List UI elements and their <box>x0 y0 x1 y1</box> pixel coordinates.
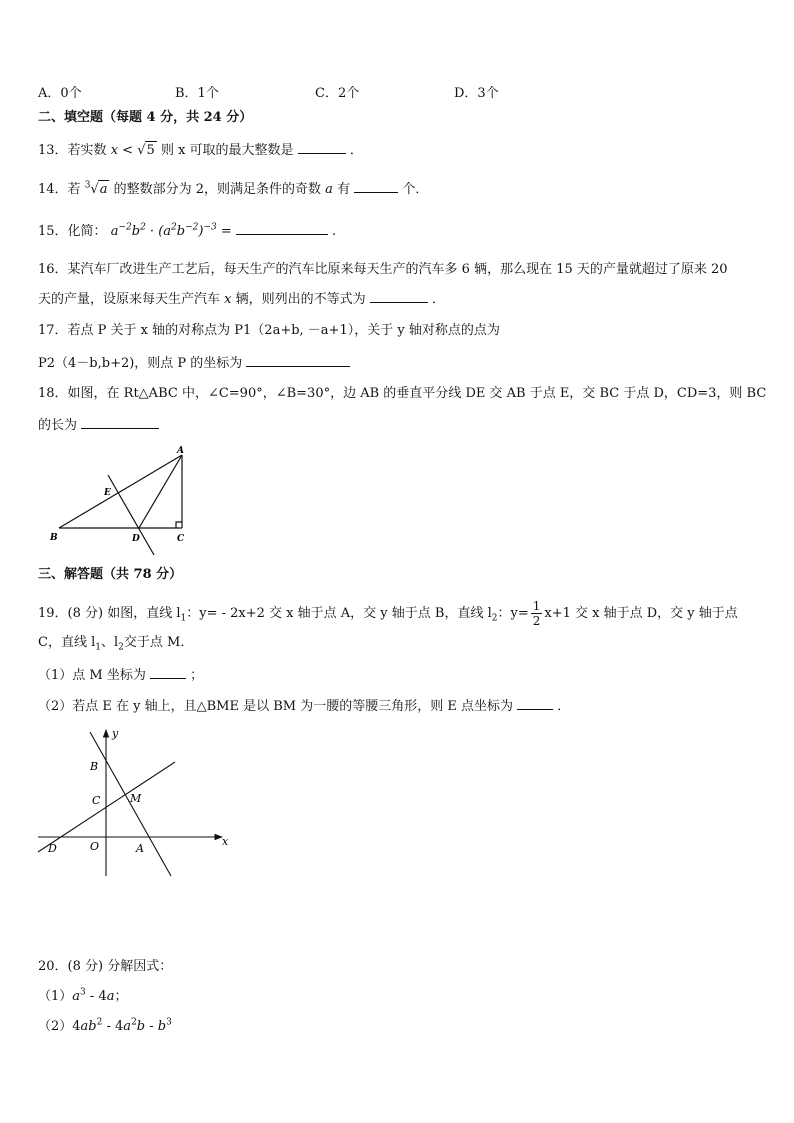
q19-text-6: 交于点 M． <box>123 635 194 650</box>
q19-text-3: ：y= <box>497 606 529 621</box>
q20-exp-1: 2 <box>96 1017 103 1028</box>
q13-end: ． <box>349 143 363 158</box>
q19-sub: 1 <box>180 613 187 624</box>
segment-ab <box>59 455 182 528</box>
answer-blank <box>370 290 428 303</box>
label-c: C <box>177 534 185 544</box>
q20-var-2: a <box>106 989 115 1004</box>
q14-text-2: 有 <box>337 182 351 197</box>
q20-var-a: a <box>123 1019 132 1034</box>
q20-exp-3: 3 <box>166 1017 172 1028</box>
question-16-line-1: 16．某汽车厂改进生产工艺后，每天生产的汽车比原来每天生产的汽车多 6 辆，那么现在 15 天的产量就超过了原来 20 <box>38 262 728 277</box>
q19-text-5: C，直线 l <box>38 635 96 650</box>
option-c: C．2个 <box>315 86 360 101</box>
label-x: x <box>222 835 229 848</box>
q19-text: 19．(8 分) 如图，直线 l <box>38 606 181 621</box>
q13-var-x: x <box>110 143 119 158</box>
question-13 <box>38 141 363 160</box>
question-19-line-1 <box>38 599 738 628</box>
q19-sub-2: 2 <box>491 613 498 624</box>
option-a: A．0个 <box>38 86 82 101</box>
q16-end: ． <box>431 292 445 307</box>
question-19-part-2 <box>38 697 570 716</box>
q14-text: 的整数部分为 2，则满足条件的奇数 <box>113 182 322 197</box>
q16-text: 天的产量，设原来每天生产汽车 <box>38 292 221 307</box>
question-17-line-2 <box>38 354 350 373</box>
label-d: D <box>48 842 57 855</box>
q20-part1-prefix: （1） <box>38 989 73 1004</box>
question-17-line-1: 17．若点 P 关于 x 轴的对称点为 P1（2a+b, －a+1），关于 y 轴对称点的点为 <box>38 323 500 338</box>
right-angle-mark <box>176 522 182 528</box>
q14-var: a <box>325 182 333 197</box>
q20-minus: - <box>145 1019 158 1034</box>
fraction-numerator: 1 <box>532 599 541 613</box>
q15-prefix: 15．化简： <box>38 224 107 239</box>
q20-var: a <box>72 989 81 1004</box>
label-y: y <box>112 727 119 740</box>
q20-var-ab: ab <box>80 1019 97 1034</box>
label-b: B <box>50 533 58 543</box>
q20-text-2: - 4 <box>102 1019 124 1034</box>
q20-exp-2: 2 <box>131 1017 137 1028</box>
answer-blank <box>298 141 346 154</box>
question-14 <box>38 180 428 199</box>
section-title-fill-blank: 二、填空题（每题 4 分，共 24 分） <box>38 110 253 125</box>
q17-text: P2（4－b,b+2)，则点 P 的坐标为 <box>38 356 243 371</box>
question-18-line-2 <box>38 416 159 435</box>
section-title-solutions: 三、解答题（共 78 分） <box>38 567 183 582</box>
question-20-part-2 <box>38 1018 172 1036</box>
q19-part1-text: （1）点 M 坐标为 <box>38 668 146 683</box>
label-a: A <box>136 842 144 855</box>
question-19-line-2 <box>38 634 193 652</box>
q16-var: x <box>224 292 232 307</box>
answer-blank <box>236 222 328 235</box>
option-d: D．3个 <box>454 86 499 101</box>
q20-text: - 4 <box>85 989 107 1004</box>
q13-radicand: 5 <box>146 143 155 158</box>
q13-text: 则 x 可取的最大整数是 <box>160 143 294 158</box>
q19-part1-end: ； <box>190 668 204 683</box>
figure-19-coordinate-plane <box>34 724 234 884</box>
q19-part2-text: （2）若点 E 在 y 轴上，且△BME 是以 BM 为一腰的等腰三角形，则 E 点坐标为 <box>38 699 514 714</box>
sqrt-sign: √ <box>90 182 99 197</box>
label-o: O <box>90 840 100 853</box>
answer-blank <box>81 416 159 429</box>
answer-blank <box>354 180 398 193</box>
question-20-title: 20．(8 分) 分解因式： <box>38 959 173 974</box>
q20-part2-prefix: （2）4 <box>38 1019 81 1034</box>
q19-part2-end: ． <box>557 699 571 714</box>
q19-sub-4: 2 <box>118 642 124 653</box>
q14-radicand: a <box>99 182 108 197</box>
label-c: C <box>92 794 101 807</box>
answer-blank <box>246 354 350 367</box>
question-20-part-1 <box>38 988 128 1006</box>
fraction-denominator: 2 <box>532 614 541 628</box>
label-d: D <box>132 534 140 544</box>
answer-blank <box>150 666 186 679</box>
q19-text-4: x+1 交 x 轴于点 D，交 y 轴于点 <box>544 606 738 621</box>
q20-var-b: b <box>136 1019 146 1034</box>
q20-exp: 3 <box>80 987 86 998</box>
question-18-line-1: 18．如图，在 Rt△ABC 中，∠C=90°，∠B=30°，边 AB 的垂直平分线 DE 交 AB 于点 E，交 BC 于点 D，CD=3，则 BC <box>38 386 767 401</box>
q20-var-b-2: b <box>157 1019 167 1034</box>
q19-text-2: ：y= - 2x+2 交 x 轴于点 A，交 y 轴于点 B，直线 l <box>186 606 492 621</box>
question-19-part-1 <box>38 666 203 685</box>
q20-part1-end: ； <box>114 989 128 1004</box>
q14-prefix: 14．若 <box>38 182 81 197</box>
q15-expression: $a^{-2}b^2 \cdot (a^2b^{-2})^{-3}$ = <box>110 222 232 239</box>
q19-sub-3: 1 <box>95 642 101 653</box>
label-m: M <box>130 792 142 805</box>
q13-prefix: 13．若实数 <box>38 143 107 158</box>
question-16-line-2 <box>38 290 445 309</box>
q15-end: . <box>332 224 337 239</box>
option-b: B．1个 <box>175 86 219 101</box>
answer-blank <box>517 697 553 710</box>
sqrt-sign: √ <box>137 143 146 158</box>
label-b: B <box>90 760 99 773</box>
q18-text: 的长为 <box>38 418 78 433</box>
q14-root-index: 3 <box>84 180 91 191</box>
q16-text-2: 辆，则列出的不等式为 <box>235 292 366 307</box>
question-15 <box>38 222 336 241</box>
q19-sep: 、l <box>100 635 119 650</box>
fraction-one-half <box>531 599 543 628</box>
q14-end: 个． <box>402 182 429 197</box>
label-a: A <box>177 446 184 456</box>
label-e: E <box>104 488 111 498</box>
figure-18-triangle <box>44 445 204 560</box>
q13-lt: < <box>122 143 134 158</box>
segment-ad <box>139 455 182 528</box>
